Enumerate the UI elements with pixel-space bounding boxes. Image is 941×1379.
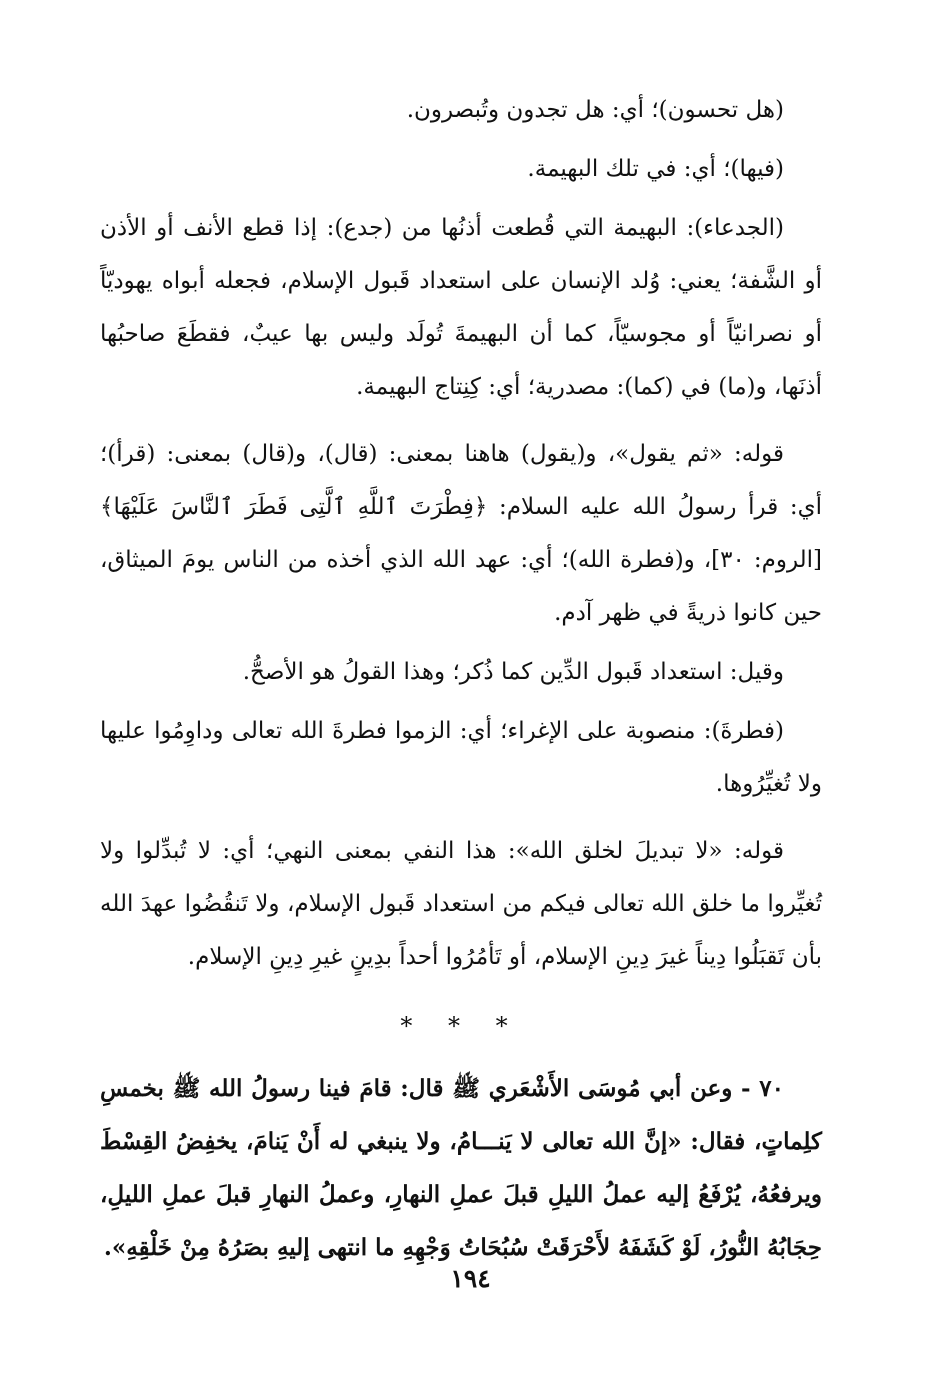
paragraph-3: (الجدعاء): البهيمة التي قُطعت أذنُها من (جدع): إذا قطع الأنف أو الأذن أو الشَّفة؛ يعني: وُلد الإنسان على استعداد قَبول الإسلام، فجعله أبواه يهوديّاً أو نصرانيّاً أو مجوسيّاً، كما أن البهيمةَ تُولَد وليس بها عيبٌ، فقطَعَ صاحبُها أذنَها، و(ما) في (كما): مصدرية؛ أي: كِنِتاج البهيمة. <box>100 215 822 400</box>
paragraph-2: (فيها)؛ أي: في تلك البهيمة. <box>527 156 784 182</box>
spacer <box>100 811 822 825</box>
paragraph-6: (فطرةَ): منصوبة على الإغراء؛ أي: الزموا فطرةَ الله تعالى وداوِمُوا عليها ولا تُغيِّرُوها. <box>100 718 822 797</box>
paragraph-7: قوله: «لا تبديلَ لخلق الله»: هذا النفي بمعنى النهي؛ أي: لا تُبدِّلوا ولا تُغيِّروا ما خلق الله تعالى فيكم من استعداد قَبول الإسلام، ولا تَنقُضُوا عهدَ الله بأن تَقبَلُوا دِيناً غيرَ دِينِ الإسلام، أو تَأمُرُوا أحداً بدِينٍ غيرِ دِينِ الإسلام. <box>100 838 822 970</box>
spacer <box>100 414 822 428</box>
hadith-paragraph: ٧٠ - وعن أبي مُوسَى الأَشْعَري ﷺ قال: قامَ فينا رسولُ الله ﷺ بخمسِ كلِماتٍ، فقال: «إنَّ الله تعالى لا يَنـــامُ، ولا ينبغي له أَنْ يَنامَ، يخفِضُ القِسْطَ ويرفعُهُ، يُرْفَعُ إليه عملُ الليلِ قبلَ عملِ النهارِ، وعملُ النهارِ قبلَ عملِ الليلِ، حِجَابُهُ النُّورُ، لَوْ كَشَفَهُ لأَحْرَقَتْ سُبُحَاتُ وَجْهِهِ ما انتهى إليهِ بصَرُهُ مِنْ خَلْقِهِ». <box>100 1075 822 1261</box>
paragraph-5: وقيل: استعداد قَبول الدِّين كما ذُكر؛ وهذا القولُ هو الأصحُّ. <box>242 659 784 685</box>
paragraph-4: قوله: «ثم يقول»، و(يقول) هاهنا بمعنى: (قال)، و(قال) بمعنى: (قرأ)؛ أي: قرأ رسولُ الله عليه السلام: ﴿فِطْرَتَ ٱللَّهِ ٱلَّتِى فَطَرَ ٱلنَّاسَ عَلَيْهَا﴾[الروم: ٣٠]، و(فطرة الله)؛ أي: عهد الله الذي أخذه من الناس يومَ الميثاق، حين كانوا ذريةً في ظهر آدم. <box>100 441 823 626</box>
section-separator: * * * <box>400 1012 522 1040</box>
paragraph-1: (هل تحسون)؛ أي: هل تجدون وتُبصرون. <box>406 97 784 123</box>
page-number: ١٩٤ <box>450 1264 491 1293</box>
page-body <box>100 84 822 1274</box>
